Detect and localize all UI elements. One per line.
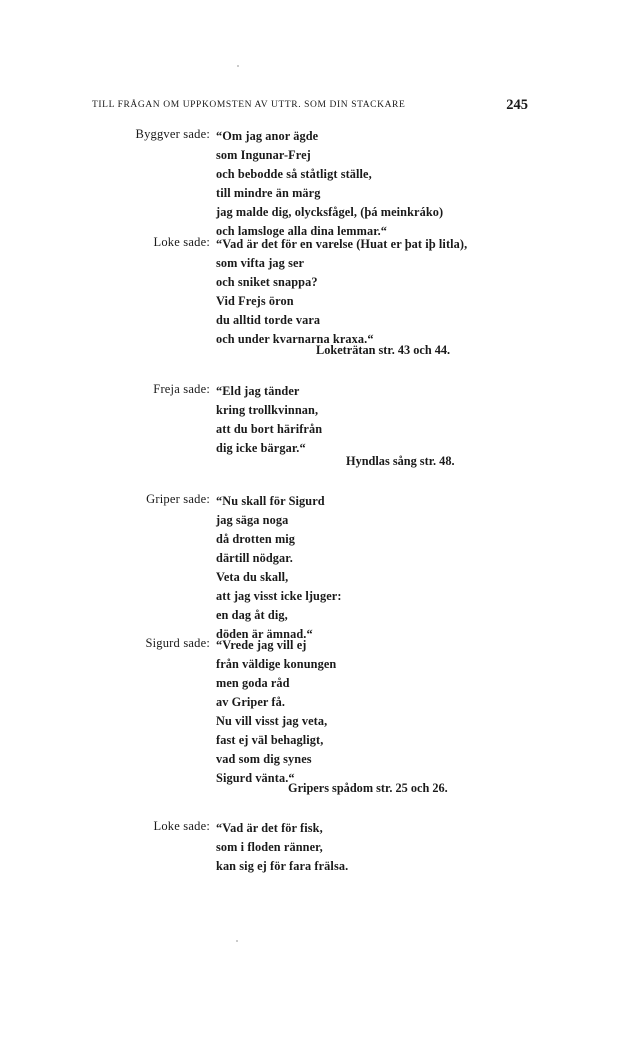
verse-line: jag säga noga — [216, 513, 289, 527]
verse-lines — [216, 636, 536, 788]
verse-line: och bebodde så ståtligt ställe, — [216, 167, 372, 181]
verse-line: “Nu skall för Sigurd — [216, 494, 325, 508]
verse-line: “Vad är det för en varelse (Huat er þat iþ litla), — [216, 237, 468, 251]
page-header — [92, 97, 532, 117]
verse-line: Veta du skall, — [216, 570, 289, 584]
speaker-label: Freja sade: — [153, 382, 210, 396]
verse-line: därtill nödgar. — [216, 551, 293, 565]
verse-line: en dag åt dig, — [216, 608, 288, 622]
page-speck — [236, 940, 238, 942]
source-citation: Hyndlas sång str. 48. — [346, 454, 455, 468]
verse-line: som Ingunar-Frej — [216, 148, 311, 162]
verse-line: “Eld jag tänder — [216, 384, 300, 398]
verse-line: av Griper få. — [216, 695, 286, 709]
verse-line: och lamsloge alla dina lemmar.“ — [216, 224, 388, 238]
verse-lines — [216, 492, 536, 644]
source-citation: Loketrätan str. 43 och 44. — [316, 343, 451, 357]
verse-line: fast ej väl behagligt, — [216, 733, 324, 747]
page-number: 245 — [506, 97, 528, 113]
verse-line: Sigurd vänta.“ — [216, 771, 295, 785]
verse-lines — [216, 819, 536, 876]
verse-line: kan sig ej för fara frälsa. — [216, 859, 349, 873]
verse-line: men goda råd — [216, 676, 290, 690]
verse-line: och sniket snappa? — [216, 275, 318, 289]
speaker-label: Loke sade: — [153, 235, 210, 249]
verse-line: döden är ämnad.“ — [216, 627, 313, 641]
verse-line: vad som dig synes — [216, 752, 312, 766]
page-speck — [237, 65, 239, 67]
speaker-label: Loke sade: — [153, 819, 210, 833]
verse-line: “Vrede jag vill ej — [216, 638, 307, 652]
verse-line: dig icke bärgar.“ — [216, 441, 306, 455]
verse-line: kring trollkvinnan, — [216, 403, 319, 417]
verse-lines — [216, 127, 536, 241]
verse-line: “Om jag anor ägde — [216, 129, 319, 143]
speaker-label: Byggver sade: — [135, 127, 210, 141]
source-citation: Gripers spådom str. 25 och 26. — [288, 781, 448, 795]
speaker-label: Sigurd sade: — [145, 636, 210, 650]
verse-line: “Vad är det för fisk, — [216, 821, 323, 835]
verse-line: och under kvarnarna kraxa.“ — [216, 332, 374, 346]
verse-line: som vifta jag ser — [216, 256, 305, 270]
verse-line: Vid Frejs öron — [216, 294, 294, 308]
verse-line: att du bort härifrån — [216, 422, 323, 436]
verse-line: från väldige konungen — [216, 657, 337, 671]
speaker-label: Griper sade: — [146, 492, 210, 506]
verse-lines — [216, 235, 536, 349]
verse-line: att jag visst icke ljuger: — [216, 589, 342, 603]
verse-line: till mindre än märg — [216, 186, 321, 200]
verse-line: då drotten mig — [216, 532, 296, 546]
verse-line: du alltid torde vara — [216, 313, 321, 327]
verse-line: Nu vill visst jag veta, — [216, 714, 328, 728]
running-title: TILL FRÅGAN OM UPPKOMSTEN AV UTTR. SOM DIN STACKARE — [92, 100, 406, 110]
verse-line: som i floden ränner, — [216, 840, 323, 854]
verse-lines — [216, 382, 536, 458]
verse-line: jag malde dig, olycksfågel, (þá meinkráko) — [216, 205, 444, 219]
